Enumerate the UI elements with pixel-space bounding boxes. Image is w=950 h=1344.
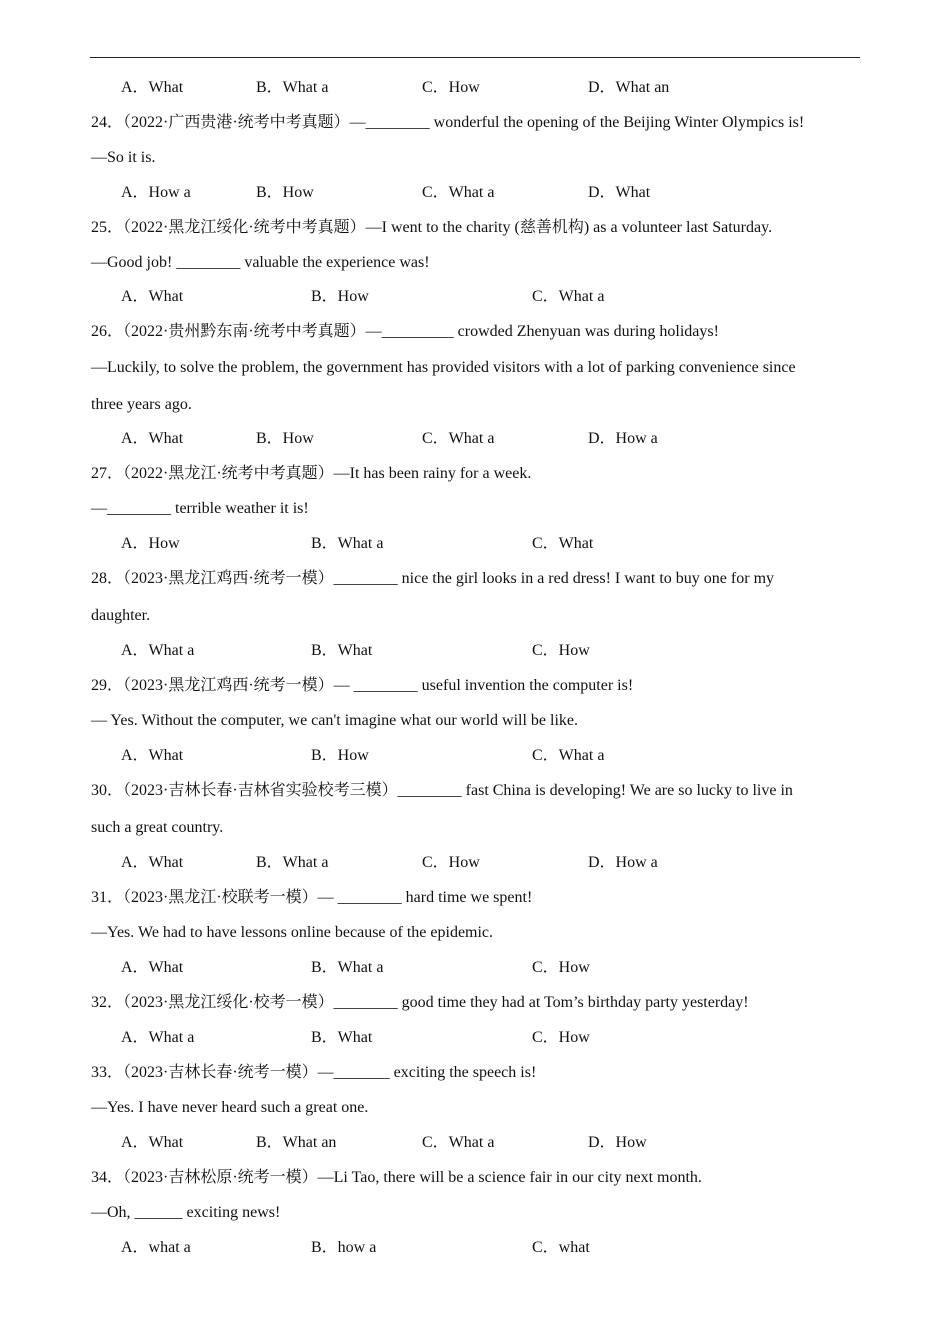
option-d: D．How a — [588, 854, 658, 871]
question-25-stem: 25．（2022·黑龙江绥化·统考中考真题）—I went to the charity (慈善机构) as a volunteer last Saturday. — [91, 219, 773, 236]
option-c: C．How — [422, 854, 480, 871]
question-34-line: —Oh, ______ exciting news! — [91, 1204, 281, 1221]
question-31-line: —Yes. We had to have lessons online because of the epidemic. — [91, 924, 494, 941]
question-30-line: such a great country. — [91, 819, 224, 836]
question-29-line: — Yes. Without the computer, we can't imagine what our world will be like. — [91, 712, 578, 729]
option-b: B．What a — [311, 959, 384, 976]
option-d: D．How a — [588, 430, 658, 447]
option-a: A．What a — [121, 642, 195, 659]
question-31-stem: 31．（2023·黑龙江·校联考一模）— ________ hard time we spent! — [91, 889, 533, 906]
question-28-stem: 28．（2023·黑龙江鸡西·统考一模）________ nice the girl looks in a red dress! I want to buy one for my — [91, 570, 775, 587]
question-34-stem: 34．（2023·吉林松原·统考一模）—Li Tao, there will be a science fair in our city next month. — [91, 1169, 702, 1186]
option-c: C．How — [532, 959, 590, 976]
option-a: A．What — [121, 430, 184, 447]
question-29-stem: 29．（2023·黑龙江鸡西·统考一模）— ________ useful invention the computer is! — [91, 677, 634, 694]
option-a: A．what a — [121, 1239, 191, 1256]
option-b: B．How — [256, 184, 314, 201]
question-32-stem: 32．（2023·黑龙江绥化·校考一模）________ good time they had at Tom’s birthday party yesterday! — [91, 994, 749, 1011]
option-b: B．How — [256, 430, 314, 447]
question-33-line: —Yes. I have never heard such a great one. — [91, 1099, 369, 1116]
option-c: C．How — [532, 1029, 590, 1046]
option-a: A．What — [121, 79, 184, 96]
option-b: B．What a — [256, 79, 329, 96]
option-c: C．What a — [422, 1134, 495, 1151]
option-b: B．how a — [311, 1239, 377, 1256]
question-30-stem: 30．（2023·吉林长春·吉林省实验校考三模）________ fast China is developing! We are so lucky to live in — [91, 782, 793, 799]
option-c: C．what — [532, 1239, 590, 1256]
option-d: D．How — [588, 1134, 647, 1151]
question-27-line: —________ terrible weather it is! — [91, 500, 309, 517]
option-d: D．What — [588, 184, 651, 201]
option-b: B．What a — [256, 854, 329, 871]
option-b: B．How — [311, 288, 369, 305]
option-c: C．What a — [532, 288, 605, 305]
question-27-stem: 27．（2022·黑龙江·统考中考真题）—It has been rainy for a week. — [91, 465, 532, 482]
header-rule — [90, 57, 860, 58]
option-c: C．What a — [532, 747, 605, 764]
option-b: B．What an — [256, 1134, 337, 1151]
option-c: C．What a — [422, 430, 495, 447]
option-b: B．What a — [311, 535, 384, 552]
option-c: C．What — [532, 535, 594, 552]
option-c: C．What a — [422, 184, 495, 201]
option-c: C．How — [422, 79, 480, 96]
option-b: B．What — [311, 642, 373, 659]
option-a: A．What a — [121, 1029, 195, 1046]
question-28-line: daughter. — [91, 607, 151, 624]
option-c: C．How — [532, 642, 590, 659]
question-24-line: —So it is. — [91, 149, 156, 166]
option-a: A．What — [121, 747, 184, 764]
option-a: A．What — [121, 1134, 184, 1151]
question-26-stem: 26．（2022·贵州黔东南·统考中考真题）—_________ crowded Zhenyuan was during holidays! — [91, 323, 719, 340]
option-a: A．How a — [121, 184, 191, 201]
option-a: A．What — [121, 854, 184, 871]
question-26-line: —Luckily, to solve the problem, the government has provided visitors with a lot of parking convenience since — [91, 359, 796, 376]
option-b: B．How — [311, 747, 369, 764]
question-26-line: three years ago. — [91, 396, 192, 413]
option-a: A．What — [121, 288, 184, 305]
question-33-stem: 33．（2023·吉林长春·统考一模）—_______ exciting the speech is! — [91, 1064, 537, 1081]
question-25-line: —Good job! ________ valuable the experience was! — [91, 254, 430, 271]
option-a: A．How — [121, 535, 180, 552]
option-d: D．What an — [588, 79, 670, 96]
question-24-stem: 24．（2022·广西贵港·统考中考真题）—________ wonderful the opening of the Beijing Winter Olympics is! — [91, 114, 805, 131]
option-b: B．What — [311, 1029, 373, 1046]
option-a: A．What — [121, 959, 184, 976]
